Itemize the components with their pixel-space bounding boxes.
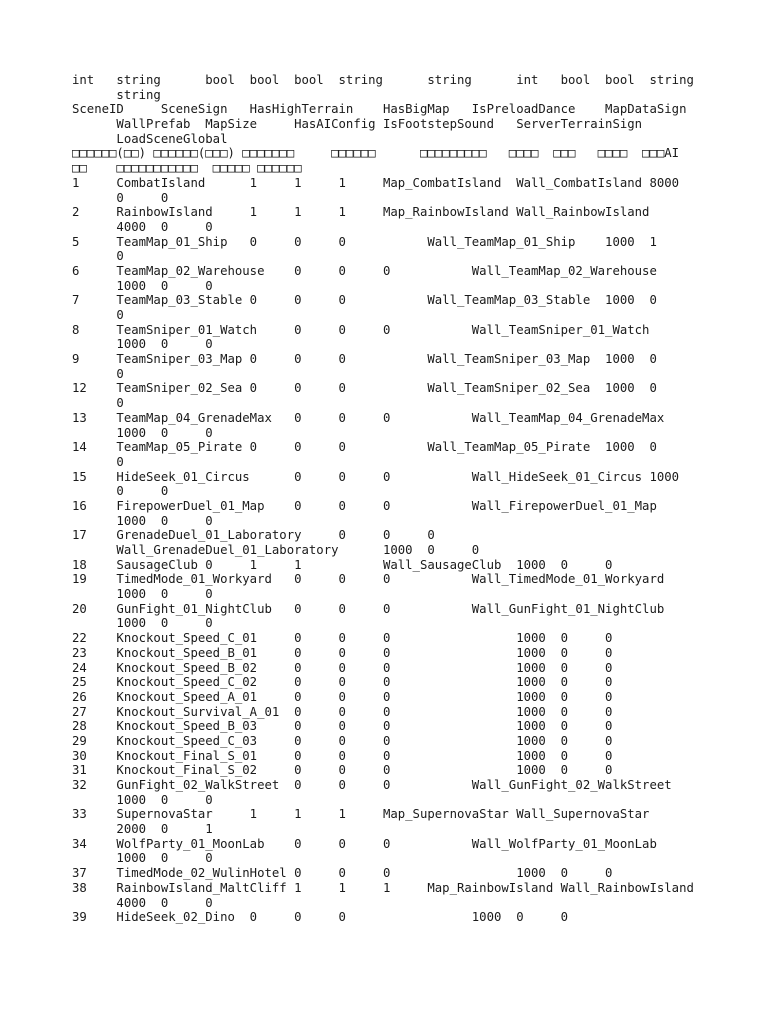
text-line: 1000 0 0 bbox=[72, 851, 213, 866]
text-line: 9 TeamSniper_03_Map 0 0 0 Wall_TeamSniper_03_Map 1000 0 bbox=[72, 352, 657, 367]
text-line: 38 RainbowIsland_MaltCliff 1 1 1 Map_RainbowIsland Wall_RainbowIsland bbox=[72, 880, 694, 895]
text-line: 1000 0 0 bbox=[72, 278, 213, 293]
text-line: 16 FirepowerDuel_01_Map 0 0 0 Wall_FirepowerDuel_01_Map bbox=[72, 498, 657, 513]
text-line: 31 Knockout_Final_S_02 0 0 0 1000 0 0 bbox=[72, 763, 613, 778]
text-line: int string bool bool bool string string int bool bool string bbox=[72, 73, 694, 87]
text-line: □□ □□□□□□□□□□□ □□□□□ □□□□□□ bbox=[72, 161, 302, 176]
text-line: 13 TeamMap_04_GrenadeMax 0 0 0 Wall_TeamMap_04_GrenadeMax bbox=[72, 410, 665, 425]
text-line: LoadSceneGlobal bbox=[72, 131, 228, 146]
text-line: 30 Knockout_Final_S_01 0 0 0 1000 0 0 bbox=[72, 748, 613, 763]
text-line: 4000 0 0 bbox=[72, 219, 213, 234]
text-line: string bbox=[72, 87, 161, 102]
text-line: 32 GunFight_02_WalkStreet 0 0 0 Wall_GunFight_02_WalkStreet bbox=[72, 778, 672, 792]
text-line: 17 GrenadeDuel_01_Laboratory 0 0 0 bbox=[72, 528, 435, 543]
text-line: 1000 0 0 bbox=[72, 337, 213, 352]
text-line: □□□□□□(□□) □□□□□□(□□□) □□□□□□□ □□□□□□ □□□□□□□□□ □□□□ □□□ □□□□ □□□AI bbox=[72, 146, 680, 161]
text-line: 1 CombatIsland 1 1 1 Map_CombatIsland Wall_CombatIsland 8000 bbox=[72, 175, 680, 190]
text-line: 0 bbox=[72, 249, 124, 264]
text-line: 19 TimedMode_01_Workyard 0 0 0 Wall_TimedMode_01_Workyard bbox=[72, 572, 665, 587]
text-line: 20 GunFight_01_NightClub 0 0 0 Wall_GunFight_01_NightClub bbox=[72, 601, 665, 616]
text-line: 24 Knockout_Speed_B_02 0 0 0 1000 0 0 bbox=[72, 660, 613, 675]
text-line: 0 bbox=[72, 454, 124, 469]
text-line: 0 bbox=[72, 308, 124, 322]
text-line: 22 Knockout_Speed_C_01 0 0 0 1000 0 0 bbox=[72, 631, 613, 646]
text-line: Wall_GrenadeDuel_01_Laboratory 1000 0 0 bbox=[72, 543, 480, 557]
text-line: SceneID SceneSign HasHighTerrain HasBigMap IsPreloadDance MapDataSign bbox=[72, 102, 687, 117]
text-line: 5 TeamMap_01_Ship 0 0 0 Wall_TeamMap_01_Ship 1000 1 bbox=[72, 234, 657, 249]
text-line: 23 Knockout_Speed_B_01 0 0 0 1000 0 0 bbox=[72, 645, 613, 660]
document-text bbox=[72, 73, 712, 925]
text-line: 29 Knockout_Speed_C_03 0 0 0 1000 0 0 bbox=[72, 733, 613, 748]
text-line: 33 SupernovaStar 1 1 1 Map_SupernovaStar Wall_SupernovaStar bbox=[72, 807, 650, 822]
text-line: 12 TeamSniper_02_Sea 0 0 0 Wall_TeamSniper_02_Sea 1000 0 bbox=[72, 381, 657, 396]
text-line: 8 TeamSniper_01_Watch 0 0 0 Wall_TeamSniper_01_Watch bbox=[72, 322, 650, 337]
text-line: 37 TimedMode_02_WulinHotel 0 0 0 1000 0 0 bbox=[72, 866, 613, 881]
text-line: 0 bbox=[72, 396, 124, 411]
text-line: WallPrefab MapSize HasAIConfig IsFootstepSound ServerTerrainSign bbox=[72, 117, 643, 132]
text-line: 15 HideSeek_01_Circus 0 0 0 Wall_HideSeek_01_Circus 1000 bbox=[72, 469, 680, 484]
text-line: 2 RainbowIsland 1 1 1 Map_RainbowIsland Wall_RainbowIsland bbox=[72, 205, 650, 220]
text-line: 0 bbox=[72, 366, 124, 381]
text-line: 18 SausageClub 0 1 1 Wall_SausageClub 1000 0 0 bbox=[72, 557, 613, 572]
text-line: 7 TeamMap_03_Stable 0 0 0 Wall_TeamMap_03_Stable 1000 0 bbox=[72, 293, 657, 308]
text-line: 39 HideSeek_02_Dino 0 0 0 1000 0 0 bbox=[72, 910, 569, 925]
text-line: 0 0 bbox=[72, 484, 169, 499]
text-line: 1000 0 0 bbox=[72, 587, 213, 602]
text-line: 26 Knockout_Speed_A_01 0 0 0 1000 0 0 bbox=[72, 689, 613, 704]
text-line: 14 TeamMap_05_Pirate 0 0 0 Wall_TeamMap_05_Pirate 1000 0 bbox=[72, 440, 657, 455]
text-line: 2000 0 1 bbox=[72, 822, 213, 837]
text-line: 0 0 bbox=[72, 190, 169, 205]
text-line: 6 TeamMap_02_Warehouse 0 0 0 Wall_TeamMap_02_Warehouse bbox=[72, 263, 657, 278]
text-line: 25 Knockout_Speed_C_02 0 0 0 1000 0 0 bbox=[72, 675, 613, 690]
text-line: 28 Knockout_Speed_B_03 0 0 0 1000 0 0 bbox=[72, 719, 613, 734]
text-line: 34 WolfParty_01_MoonLab 0 0 0 Wall_WolfParty_01_MoonLab bbox=[72, 836, 657, 851]
text-line: 1000 0 0 bbox=[72, 792, 213, 807]
text-line: 1000 0 0 bbox=[72, 513, 213, 528]
text-line: 1000 0 0 bbox=[72, 616, 213, 631]
text-line: 27 Knockout_Survival_A_01 0 0 0 1000 0 0 bbox=[72, 704, 613, 719]
text-line: 1000 0 0 bbox=[72, 425, 213, 440]
text-line: 4000 0 0 bbox=[72, 895, 213, 910]
